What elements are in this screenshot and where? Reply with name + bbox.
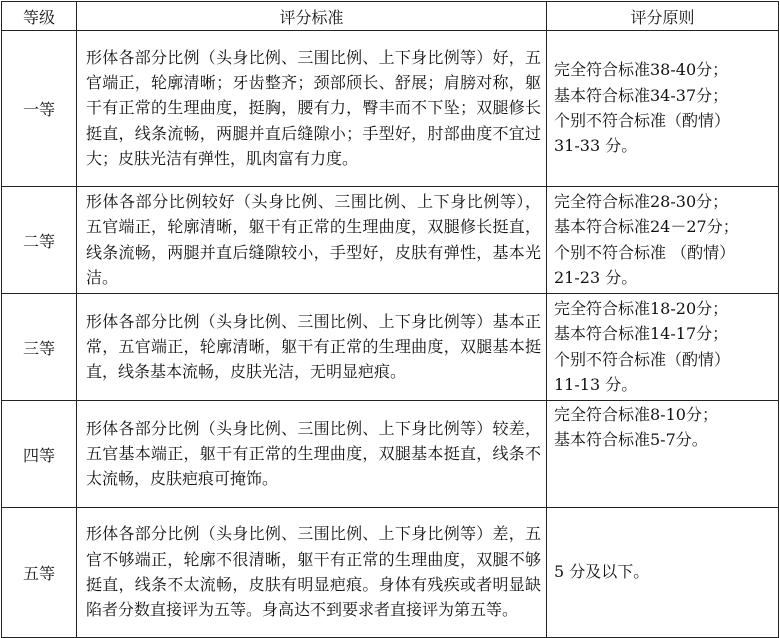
table-row: [2, 508, 779, 638]
principle-line: 完全符合标准18-20分；: [554, 298, 729, 318]
grade-cell: 二等: [2, 187, 77, 294]
principle-cell: [547, 187, 779, 294]
principle-line: 基本符合标准24－27分；: [554, 217, 739, 237]
grade-cell: 四等: [2, 401, 77, 508]
grade-cell: 三等: [2, 294, 77, 401]
header-criteria: 评分标准: [77, 2, 547, 31]
principle-line: 21-23 分。: [554, 267, 638, 287]
principle-cell: [547, 31, 779, 187]
grade-cell: 五等: [2, 508, 77, 638]
principle-line: 基本符合标准14-17分；: [554, 324, 729, 344]
principle-cell: [547, 508, 779, 638]
principle-line: 11-13 分。: [554, 374, 638, 394]
principle-line: 基本符合标准34-37分；: [554, 85, 729, 105]
criteria-cell: 形体各部分比例（头身比例、三围比例、上下身比例等）较差，五官基本端正，躯干有正常的生理曲度，双腿基本挺直，线条不太流畅，皮肤疤痕可掩饰。: [77, 401, 547, 508]
table-header-row: [2, 2, 779, 31]
principle-line: 个别不符合标准 （酌情）: [554, 242, 736, 262]
criteria-cell: 形体各部分比例较好（头身比例、三围比例、上下身比例等），五官端正，轮廓清晰，躯干有正常的生理曲度，双腿修长挺直，线条流畅，两腿并直后缝隙较小，手型好，皮肤有弹性，基本光洁。: [77, 187, 547, 294]
principle-line: 5 分及以下。: [554, 562, 650, 582]
principle-line: 完全符合标准38-40分；: [554, 60, 729, 80]
table-row: [2, 31, 779, 187]
principle-cell: [547, 401, 779, 508]
principle-line: 个别不符合标准（酌情）: [554, 111, 731, 130]
header-grade: 等级: [2, 2, 77, 31]
scoring-table: [1, 1, 779, 638]
principle-line: 31-33 分。: [554, 136, 638, 156]
grade-cell: 一等: [2, 31, 77, 187]
principle-cell: [547, 294, 779, 401]
principle-line: 个别不符合标准（酌情）: [554, 349, 731, 369]
scoring-table-container: [1, 1, 779, 638]
principle-line: 完全符合标准8-10分；: [554, 405, 718, 424]
table-row: [2, 187, 779, 294]
criteria-cell: 形体各部分比例（头身比例、三围比例、上下身比例等）基本正常，五官端正，轮廓清晰，躯干有正常的生理曲度，双腿基本挺直，线条基本流畅，皮肤光洁，无明显疤痕。: [77, 294, 547, 401]
criteria-cell: 形体各部分比例（头身比例、三围比例、上下身比例等）差，五官不够端正，轮廓不很清晰，躯干有正常的生理曲度，双腿不够挺直，线条不太流畅，皮肤有明显疤痕。身体有残疾或者明显缺陷者分数直接评为五等。身高达不到要求者直接评为第五等。: [77, 508, 547, 638]
table-row: [2, 294, 779, 401]
principle-line: 基本符合标准5-7分。: [554, 430, 708, 450]
criteria-cell: 形体各部分比例（头身比例、三围比例、上下身比例等）好，五官端正，轮廓清晰；牙齿整齐；颈部颀长、舒展；肩膀对称，躯干有正常的生理曲度，挺胸，腰有力，臀丰而不下坠；双腿修长挺直，线条流畅，两腿并直后缝隙小；手型好，肘部曲度不宜过大；皮肤光洁有弹性，肌肉富有力度。: [77, 31, 547, 187]
header-principle: 评分原则: [547, 2, 779, 31]
table-row: [2, 401, 779, 508]
principle-line: 完全符合标准28-30分；: [554, 191, 729, 211]
